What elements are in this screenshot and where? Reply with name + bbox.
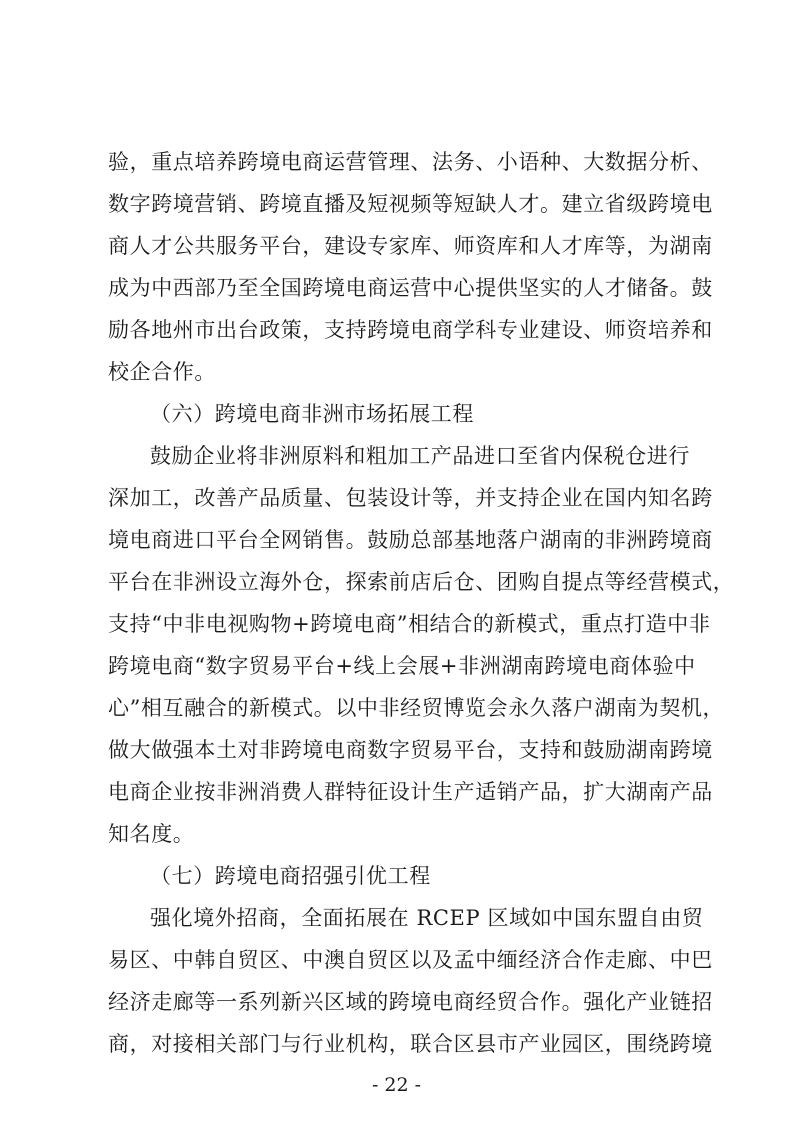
- paragraph-line: 支持“中非电视购物+跨境电商”相结合的新模式，重点打造中非: [108, 612, 711, 636]
- paragraph-line: 电商企业按非洲消费人群特征设计生产适销产品，扩大湖南产品: [108, 780, 713, 804]
- paragraph-line: 易区、中韩自贸区、中澳自贸区以及孟中缅经济合作走廊、中巴: [108, 948, 713, 972]
- paragraph-line: 鼓励企业将非洲原料和粗加工产品进口至省内保税仓进行: [150, 444, 690, 468]
- paragraph-line: 商人才公共服务平台，建设专家库、师资库和人才库等，为湖南: [108, 234, 713, 258]
- paragraph-line: 验，重点培养跨境电商运营管理、法务、小语种、大数据分析、: [108, 150, 713, 174]
- paragraph-line: 经济走廊等一系列新兴区域的跨境电商经贸合作。强化产业链招: [108, 990, 713, 1014]
- paragraph-line: 成为中西部乃至全国跨境电商运营中心提供坚实的人才储备。鼓: [108, 276, 713, 300]
- section-heading: （七）跨境电商招强引优工程: [150, 864, 431, 888]
- paragraph-line: 跨境电商“数字贸易平台+线上会展+非洲湖南跨境电商体验中: [108, 654, 696, 678]
- paragraph-line: 强化境外招商，全面拓展在 RCEP 区域如中国东盟自由贸: [150, 906, 704, 930]
- page-number: - 22 -: [371, 1074, 422, 1096]
- paragraph-line: 做大做强本土对非跨境电商数字贸易平台，支持和鼓励湖南跨境: [108, 738, 713, 762]
- paragraph-line: 励各地州市出台政策，支持跨境电商学科专业建设、师资培养和: [108, 318, 713, 342]
- paragraph-line: 知名度。: [108, 822, 195, 846]
- section-heading: （六）跨境电商非洲市场拓展工程: [150, 402, 474, 426]
- paragraph-line: 校企合作。: [108, 360, 216, 384]
- paragraph-line: 平台在非洲设立海外仓，探索前店后仓、团购自提点等经营模式，: [108, 570, 735, 594]
- paragraph-line: 数字跨境营销、跨境直播及短视频等短缺人才。建立省级跨境电: [108, 192, 713, 216]
- paragraph-line: 境电商进口平台全网销售。鼓励总部基地落户湖南的非洲跨境商: [108, 528, 713, 552]
- paragraph-line: 心”相互融合的新模式。以中非经贸博览会永久落户湖南为契机，: [108, 696, 725, 720]
- paragraph-line: 深加工，改善产品质量、包装设计等，并支持企业在国内知名跨: [108, 486, 713, 510]
- paragraph-line: 商，对接相关部门与行业机构，联合区县市产业园区，围绕跨境: [108, 1032, 713, 1056]
